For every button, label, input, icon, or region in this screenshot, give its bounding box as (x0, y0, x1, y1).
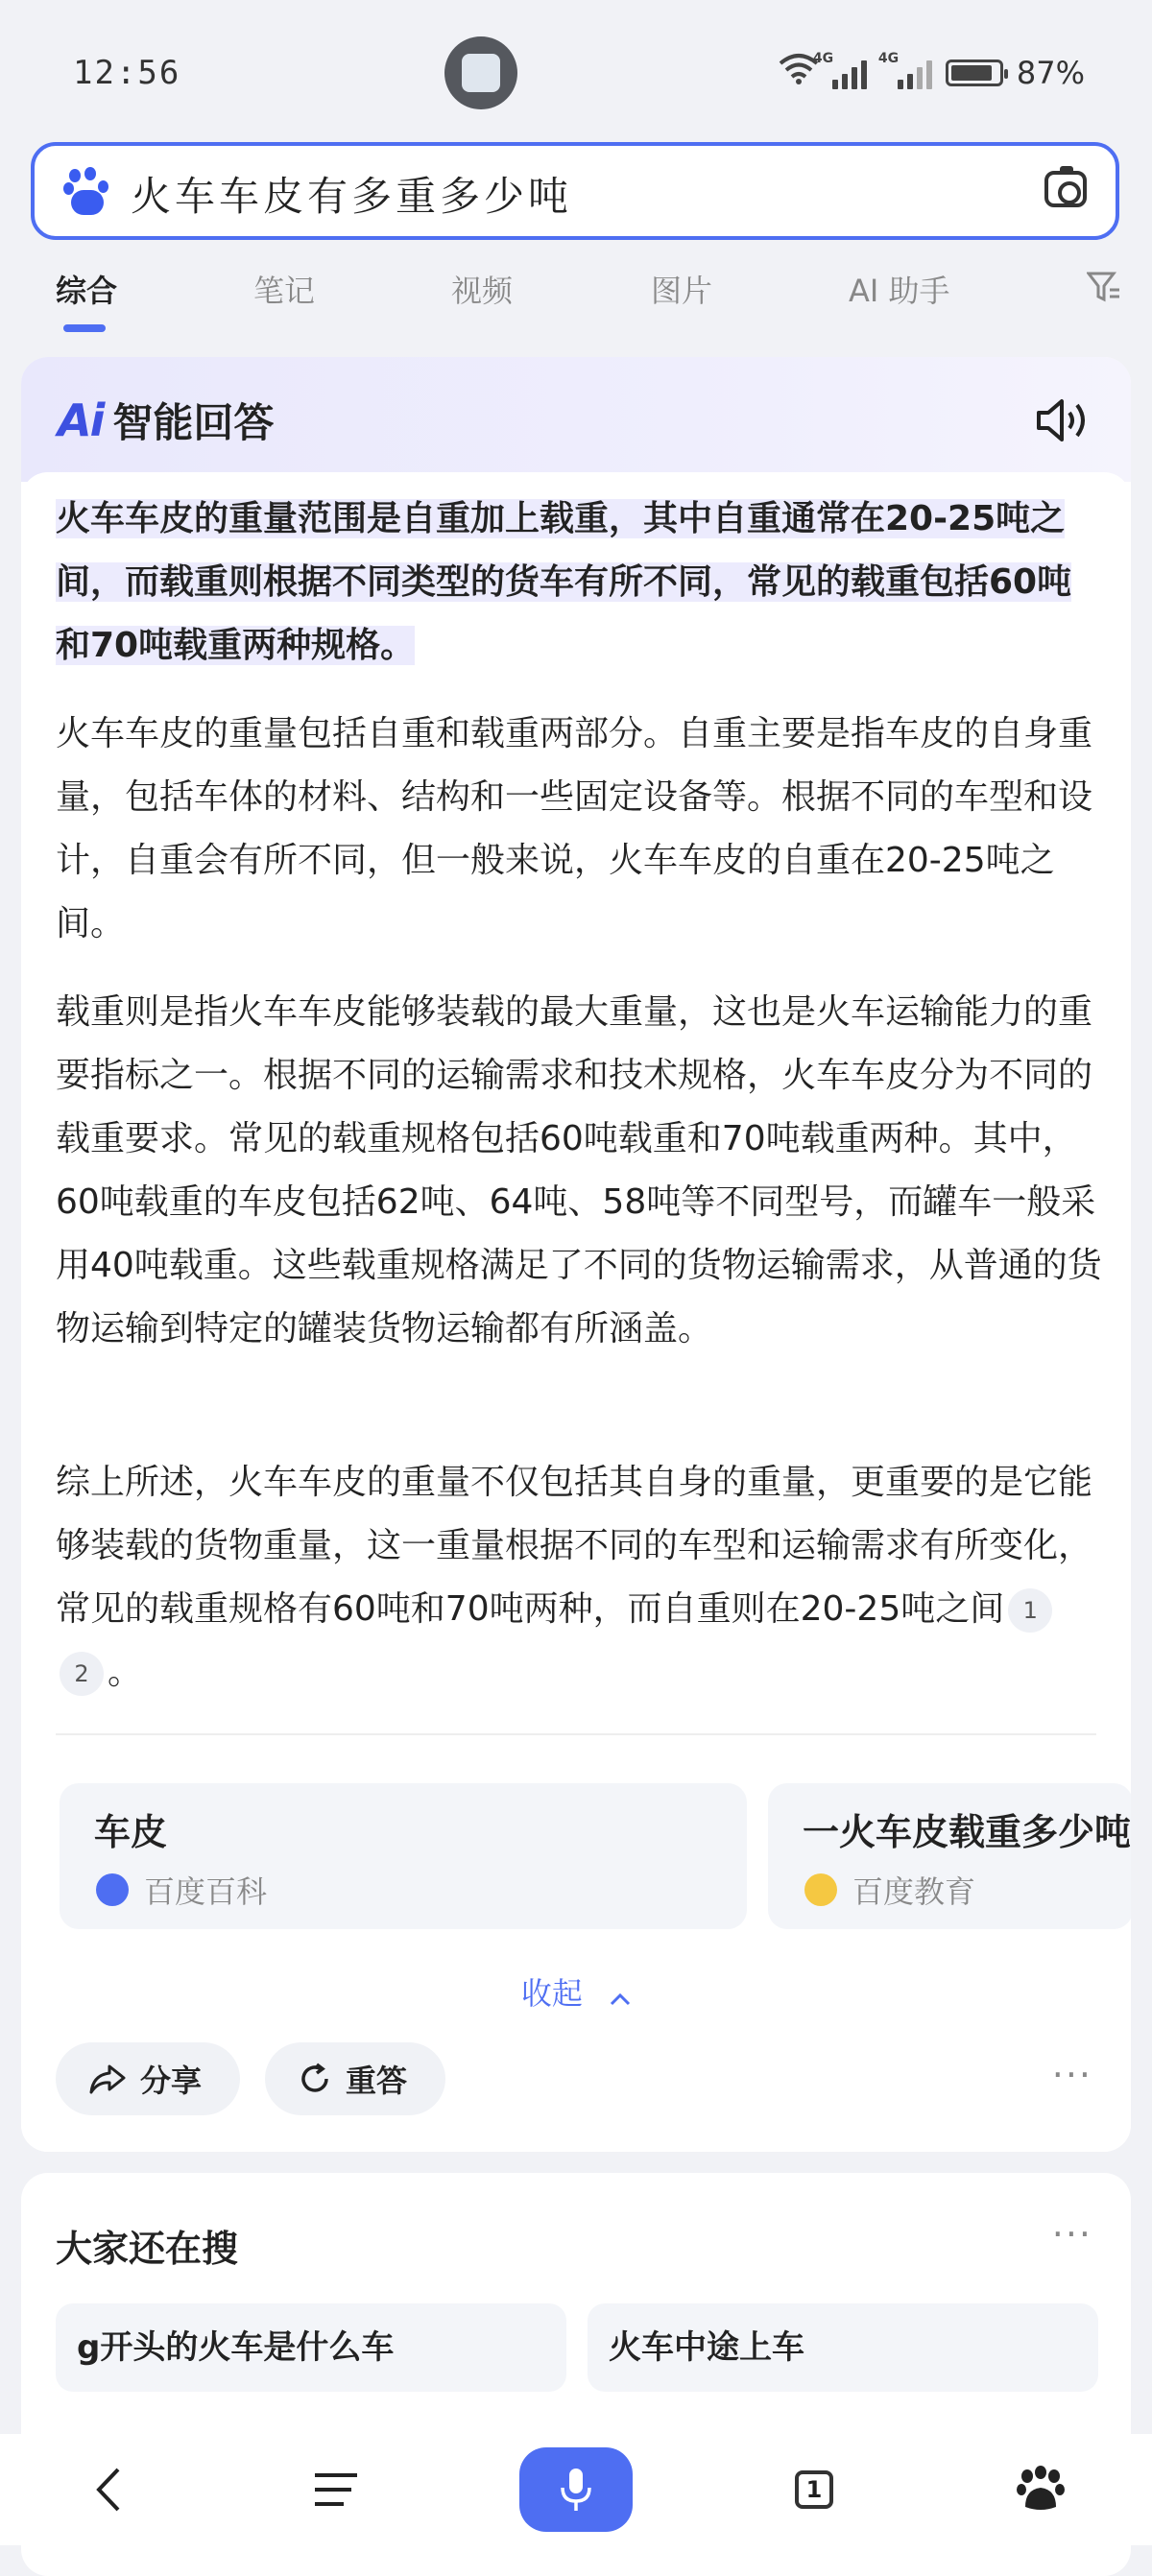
floating-app-bubble[interactable] (444, 36, 517, 109)
baike-icon (96, 1873, 129, 1906)
cellular-signal-icon: 4G (832, 57, 867, 89)
citation-2[interactable]: 2 (60, 1652, 104, 1696)
source-card[interactable] (768, 1783, 1131, 1929)
cellular-signal-2-icon: 4G (898, 57, 932, 89)
menu-icon (313, 2471, 359, 2508)
camera-search-icon[interactable] (1044, 171, 1087, 207)
tab-videos[interactable]: 视频 (451, 273, 514, 309)
source-title: 一火车皮载重多少吨 (803, 1811, 1131, 1853)
battery-icon (946, 60, 1003, 86)
search-input[interactable]: 火车车皮有多重多少吨 (131, 173, 573, 220)
citation-1[interactable]: 1 (1008, 1588, 1052, 1633)
chevron-left-icon (93, 2466, 122, 2514)
source-card[interactable] (60, 1783, 747, 1929)
related-chip[interactable]: g开头的火车是什么车 (56, 2303, 566, 2392)
ai-answer-logo (58, 392, 274, 449)
tabs-button[interactable] (756, 2434, 872, 2545)
bottom-navigation (0, 2434, 1152, 2545)
menu-button[interactable] (278, 2434, 394, 2545)
source-title: 车皮 (94, 1811, 168, 1853)
answer-summary (56, 488, 1102, 678)
baidu-home-button[interactable] (983, 2434, 1098, 2545)
tab-notes[interactable]: 笔记 (253, 273, 316, 309)
system-icons (779, 52, 1085, 93)
baidu-paw-icon (63, 167, 111, 217)
filter-icon[interactable] (1087, 271, 1121, 312)
tab-ai-assistant[interactable]: AI 助手 (849, 273, 950, 309)
back-button[interactable] (50, 2434, 165, 2545)
result-tabs (0, 261, 1152, 338)
share-button[interactable]: 分享 (56, 2042, 240, 2115)
search-bar[interactable] (31, 142, 1119, 240)
more-options-icon[interactable]: ··· (1051, 2054, 1092, 2096)
refresh-icon (298, 2062, 332, 2096)
chevron-up-icon (610, 1977, 631, 2014)
summary-highlight: 火车车皮的重量范围是自重加上载重，其中自重通常在20-25吨之间，而载重则根据不同类型的货车有所不同，常见的载重包括60吨和70吨载重两种规格。 (56, 499, 1072, 665)
ai-answer-card (21, 357, 1131, 2152)
speaker-icon[interactable] (1035, 395, 1092, 445)
baidu-paw-icon (1016, 2465, 1066, 2515)
status-bar (0, 0, 1152, 134)
ai-logo-mark: Ai (58, 394, 104, 446)
related-chip[interactable]: 火车中途上车 (588, 2303, 1098, 2392)
ai-card-body (21, 472, 1131, 2152)
tab-all[interactable]: 综合 (56, 273, 118, 309)
microphone-icon (559, 2467, 593, 2513)
regenerate-button[interactable]: 重答 (265, 2042, 445, 2115)
tab-images[interactable]: 图片 (651, 273, 713, 309)
answer-paragraph-3: 综上所述，火车车皮的重量不仅包括其自身的重量，更重要的是它能够装载的货物重量，这一重量根据不同的车型和运输需求有所变化，常见的载重规格有60吨和70吨两种，而自重则在20-25吨之间 12 。 (56, 1451, 1102, 1705)
tab-count: 1 (795, 2470, 833, 2509)
collapse-button[interactable]: 收起 (21, 1969, 1131, 2014)
ai-card-header (21, 357, 1131, 482)
answer-paragraph-1: 火车车皮的重量包括自重和载重两部分。自重主要是指车皮的自身重量，包括车体的材料、结构和一些固定设备等。根据不同的车型和设计，自重会有所不同，但一般来说，火车车皮的自重在20-25吨之间。 (56, 714, 1093, 943)
related-title: 大家还在搜 (56, 2228, 239, 2270)
education-icon (804, 1873, 837, 1906)
paragraph-end-mark: 。 (108, 1653, 143, 1692)
source-site: 百度百科 (144, 1873, 268, 1910)
clock: 12:56 (73, 54, 181, 92)
source-site: 百度教育 (852, 1873, 976, 1910)
voice-search-button[interactable] (518, 2434, 634, 2545)
active-tab-indicator (63, 324, 106, 332)
related-more-icon[interactable]: ··· (1051, 2213, 1092, 2255)
battery-percentage: 87% (1016, 54, 1085, 91)
ai-card-title: 智能回答 (112, 399, 275, 446)
share-icon (88, 2063, 127, 2095)
answer-paragraph-2: 载重则是指火车车皮能够装载的最大重量，这也是火车运输能力的重要指标之一。根据不同的运输需求和技术规格，火车车皮分为不同的载重要求。常见的载重规格包括60吨载重和70吨载重两种。其中，60吨载重的车皮包括62吨、64吨、58吨等不同型号，而罐车一般采用40吨载重。这些载重规格满足了不同的货物运输需求，从普通的货物运输到特定的罐装货物运输都有所涵盖。 (56, 992, 1102, 1348)
divider (56, 1733, 1096, 1735)
